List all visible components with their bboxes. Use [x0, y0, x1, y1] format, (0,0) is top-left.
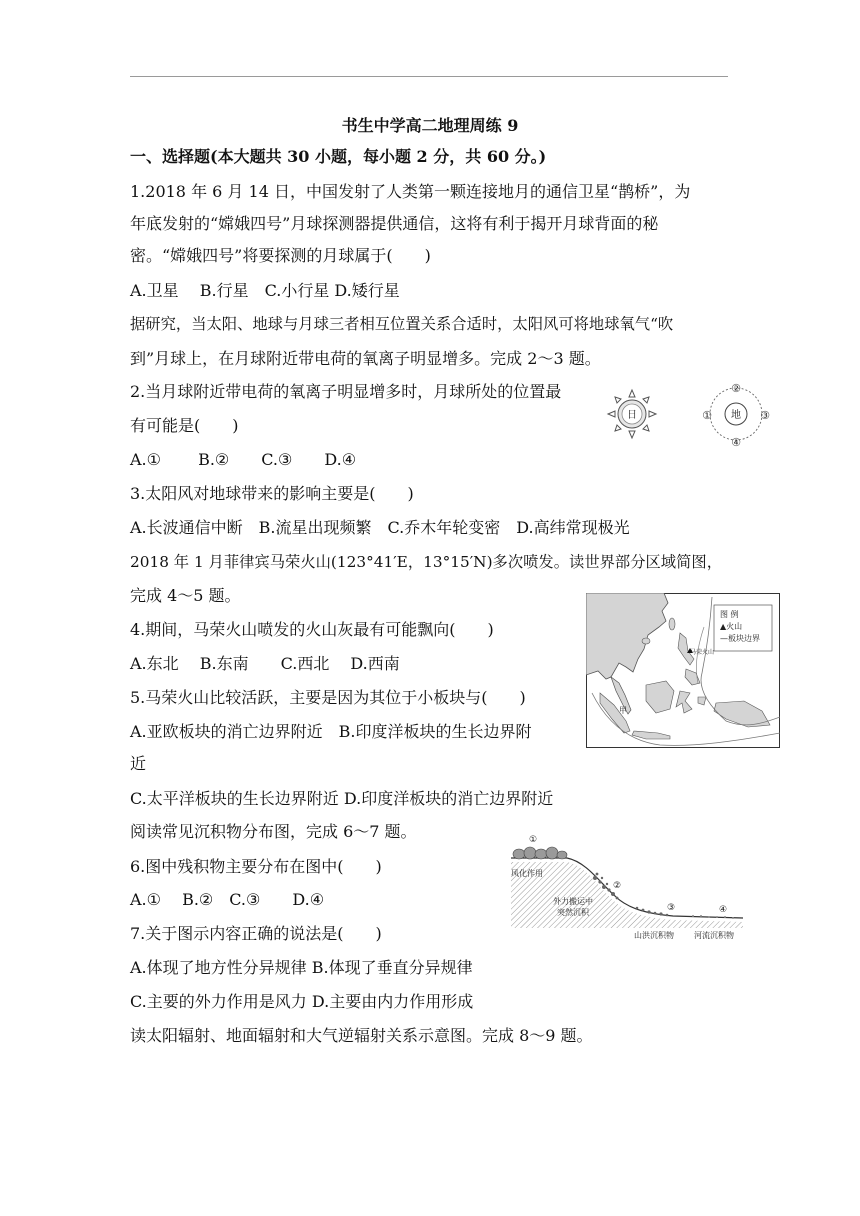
q7-option-c-d: C.主要的外力作用是风力 D.主要由内力作用形成 [130, 992, 474, 1011]
sun-earth-moon-figure [605, 378, 785, 448]
q6-stem: 6.图中残积物主要分布在图中( ) [130, 857, 382, 876]
q1-line2: 年底发射的“嫦娥四号”月球探测器提供通信，这将有利于揭开月球背面的秘 [130, 214, 659, 233]
q5-option-c-d: C.太平洋板块的生长边界附近 D.印度洋板块的消亡边界附近 [130, 789, 554, 808]
intro-2-3-line1: 据研究，当太阳、地球与月球三者相互位置关系合适时，太阳风可将地球氧气“吹 [130, 315, 674, 333]
weathering-label: 风化作用 [511, 869, 543, 878]
q5-option-a-b: A.亚欧板块的消亡边界附近 B.印度洋板块的生长边界附 [130, 722, 532, 741]
q4-stem: 4.期间，马荣火山喷发的火山灰最有可能飘向( ) [130, 620, 494, 639]
marker-2: ② [612, 881, 622, 891]
transport-label-2: 突然沉积 [557, 908, 589, 917]
q1-line1: 1.2018 年 6 月 14 日，中国发射了人类第一颗连接地月的通信卫星“鹊桥”，为 [130, 182, 691, 201]
legend-boundary: —板块边界 [720, 634, 760, 643]
section-heading: 一、选择题(本大题共 30 小题，每小题 2 分，共 60 分。) [130, 147, 547, 166]
sediment-distribution-figure [503, 832, 746, 942]
intro-4-5-line1: 2018 年 1 月菲律宾马荣火山(123°41′E，13°15′N)多次喷发。读世界部分区域简图， [130, 553, 722, 571]
legend-title: 图 例 [720, 610, 739, 619]
intro-2-3-line2: 到”月球上，在月球附近带电荷的氧离子明显增多。完成 2～3 题。 [130, 349, 601, 368]
header-rule [130, 76, 728, 77]
position-2-label: ② [731, 382, 741, 395]
position-3-label: ③ [760, 409, 770, 422]
transport-label-1: 外力搬运中 [553, 897, 593, 906]
position-1-label: ① [702, 409, 712, 422]
q1-options: A.卫星 B.行星 C.小行星 D.矮行星 [130, 281, 400, 300]
river-deposit-label: 河流沉积物 [694, 931, 734, 940]
marker-4: ④ [718, 905, 728, 915]
q1-line3: 密。“嫦娥四号”将要探测的月球属于( ) [130, 246, 431, 265]
page-title: 书生中学高二地理周练 9 [341, 116, 519, 135]
earth-label: 地 [731, 410, 741, 421]
q4-options: A.东北 B.东南 C.西北 D.西南 [130, 654, 400, 673]
intro-6-7: 阅读常见沉积物分布图，完成 6～7 题。 [130, 822, 417, 841]
sun-label: 日 [627, 410, 637, 421]
q5-option-b-cont: 近 [130, 754, 147, 773]
q7-stem: 7.关于图示内容正确的说法是( ) [130, 924, 382, 943]
flood-deposit-label: 山洪沉积物 [634, 931, 674, 940]
intro-4-5-line2: 完成 4～5 题。 [130, 586, 241, 605]
q2-options: A.① B.② C.③ D.④ [130, 450, 357, 469]
residual-deposits [513, 847, 567, 859]
southeast-asia-map [586, 593, 780, 748]
q7-option-a-b: A.体现了地方性分异规律 B.体现了垂直分异规律 [130, 958, 473, 977]
q2-line1: 2.当月球附近带电荷的氧离子明显增多时，月球所处的位置最 [130, 382, 562, 401]
marker-1: ① [528, 835, 538, 845]
q2-line2: 有可能是( ) [130, 416, 239, 435]
q3-options: A.长波通信中断 B.流星出现频繁 C.乔木年轮变密 D.高纬常现极光 [130, 518, 630, 537]
marker-3: ③ [666, 903, 676, 913]
volcano-label: 马荣火山 [690, 649, 715, 656]
area-label: 甲 [619, 706, 627, 715]
intro-8-9: 读太阳辐射、地面辐射和大气逆辐射关系示意图。完成 8～9 题。 [130, 1026, 593, 1045]
position-4-label: ④ [731, 436, 741, 448]
legend-volcano: ▲火山 [720, 622, 743, 631]
q6-options: A.① B.② C.③ D.④ [130, 890, 325, 909]
q5-stem: 5.马荣火山比较活跃，主要是因为其位于小板块与( ) [130, 688, 526, 707]
q3-stem: 3.太阳风对地球带来的影响主要是( ) [130, 484, 414, 503]
